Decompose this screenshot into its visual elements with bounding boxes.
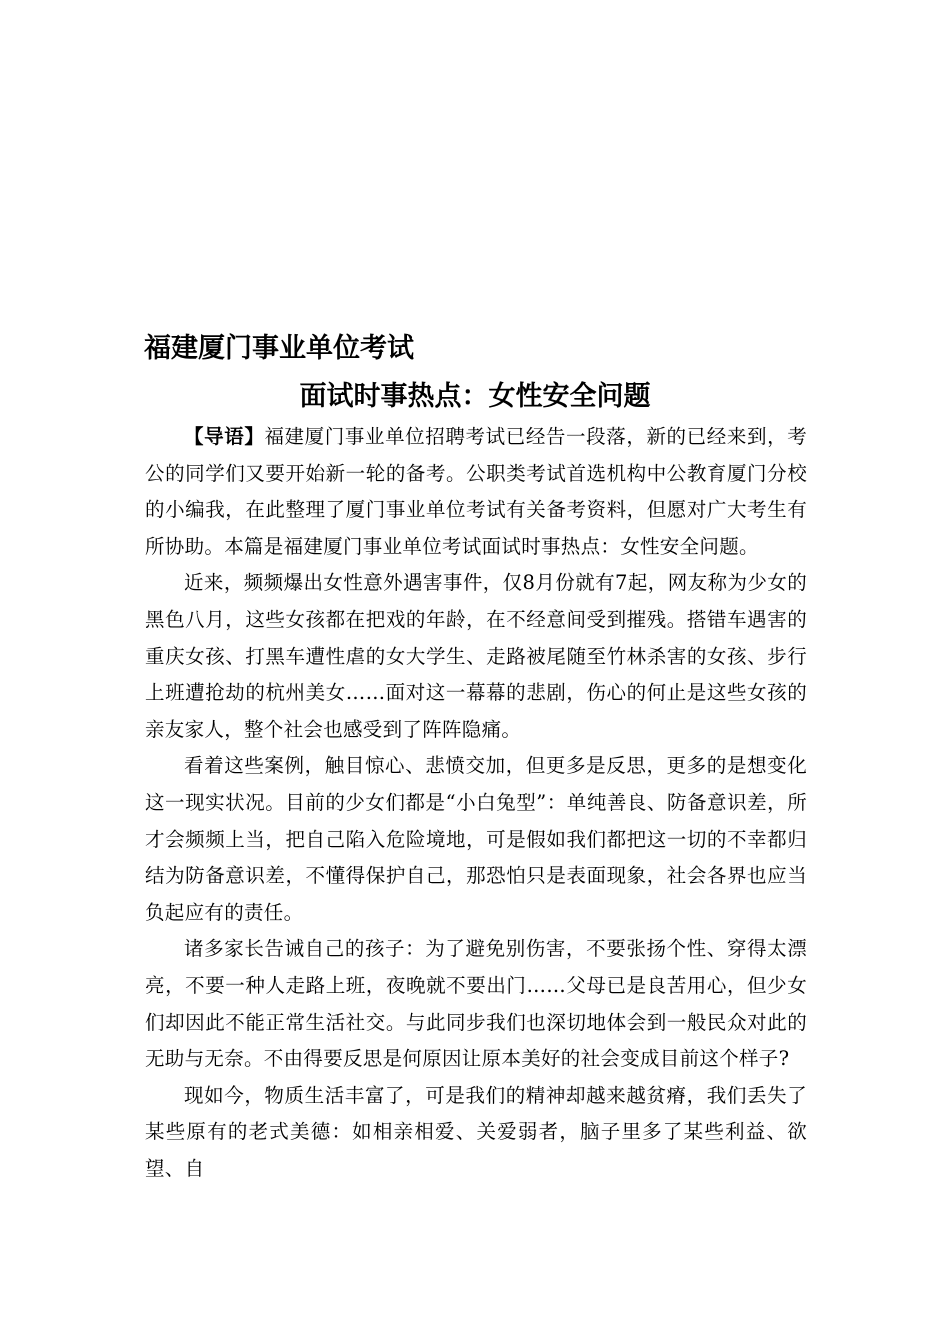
body-paragraph: 诸多家长告诫自己的孩子：为了避免别伤害，不要张扬个性、穿得太漂亮，不要一种人走路上班，夜晚就不要出门……父母已是良苦用心，但少女们却因此不能正常生活社交。与此同步我们也深切地体会到一般民众对此的无助与无奈。不由得要反思是何原因让原本美好的社会变成目前这个样子? xyxy=(145,937,807,1071)
intro-paragraph xyxy=(145,419,807,565)
document-title: 福建厦门事业单位考试 xyxy=(144,333,414,364)
intro-text: 福建厦门事业单位招聘考试已经告一段落，新的已经来到，考公的同学们又要开始新一轮的备考。公职类考试首选机构中公教育厦门分校的小编我，在此整理了厦门事业单位考试有关备考资料，但愿对广大考生有所协助。本篇是福建厦门事业单位考试面试时事热点：女性安全问题。 xyxy=(145,425,808,558)
document-body xyxy=(145,419,807,1187)
body-paragraph: 现如今，物质生活丰富了，可是我们的精神却越来越贫瘠，我们丢失了某些原有的老式美德：如相亲相爱、关爱弱者，脑子里多了某些利益、欲望、自 xyxy=(145,1083,807,1180)
body-paragraph: 近来，频频爆出女性意外遇害事件，仅8月份就有7起，网友称为少女的黑色八月，这些女孩都在把戏的年龄，在不经意间受到摧残。搭错车遇害的重庆女孩、打黑车遭性虐的女大学生、走路被尾随至竹林杀害的女孩、步行上班遭抢劫的杭州美女……面对这一幕幕的悲剧，伤心的何止是这些女孩的亲友家人，整个社会也感受到了阵阵隐痛。 xyxy=(145,571,807,741)
body-paragraph: 看着这些案例，触目惊心、悲愤交加，但更多是反思，更多的是想变化这一现实状况。目前的少女们都是“小白兔型”：单纯善良、防备意识差，所才会频频上当，把自己陷入危险境地，可是假如我们都把这一切的不幸都归结为防备意识差，不懂得保护自己，那恐怕只是表面现象，社会各界也应当负起应有的责任。 xyxy=(145,754,807,924)
document-subtitle: 面试时事热点：女性安全问题 xyxy=(299,381,651,412)
intro-label: 【导语】 xyxy=(184,425,265,448)
